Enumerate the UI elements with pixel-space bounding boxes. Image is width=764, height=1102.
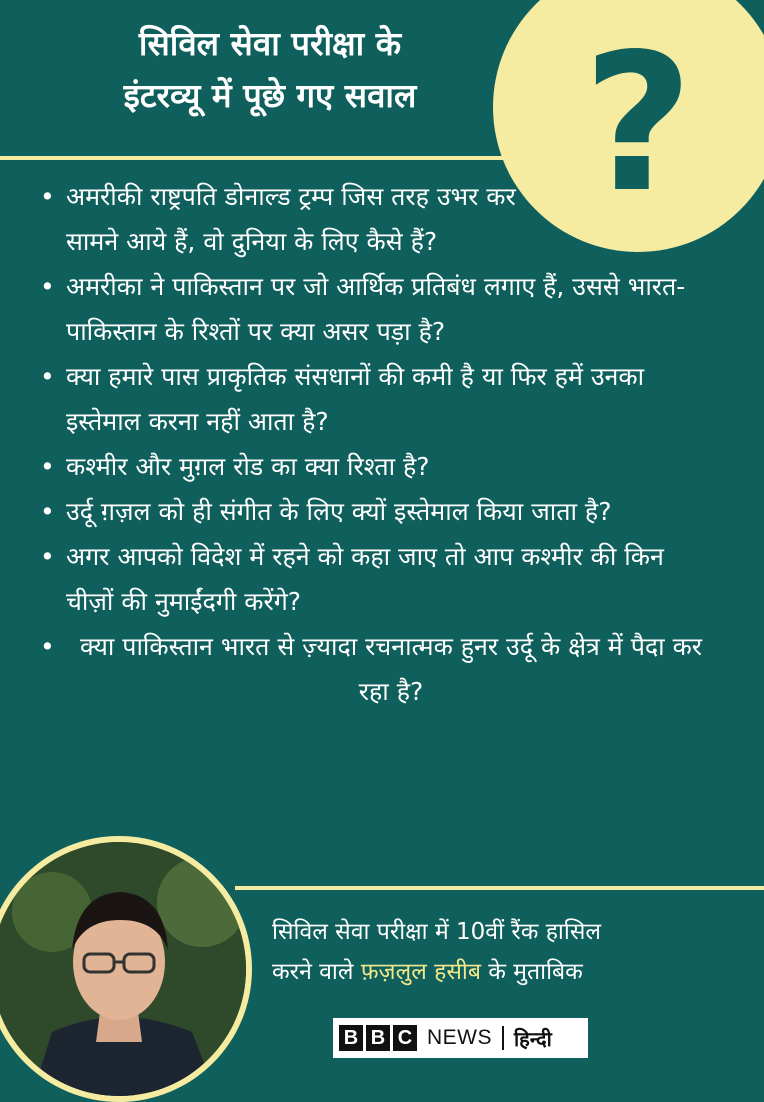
bbc-letter-b1: B (339, 1025, 363, 1051)
question-text-1: अमरीकी राष्ट्रपति डोनाल्ड ट्रम्प जिस तरह उभर कर सामने आये हैं, वो दुनिया के लिए कैसे हैं? (66, 182, 516, 256)
question-item-7 (34, 624, 714, 714)
question-text-4: कश्मीर और मुग़ल रोड का क्या रिश्ता है? (66, 452, 430, 481)
attribution-line-1: सिविल सेवा परीक्षा में 10वीं रैंक हासिल (272, 919, 601, 945)
question-item-1 (34, 174, 714, 264)
question-text-7: क्या पाकिस्तान भारत से ज़्यादा रचनात्मक हुनर उर्दू के क्षेत्र में पैदा कर रहा है? (79, 632, 703, 706)
candidate-name: फ़ज़लुल हसीब (360, 959, 481, 985)
logo-language-text: हिन्दी (514, 1026, 552, 1051)
attribution-prefix: करने वाले (272, 959, 354, 985)
bbc-news-hindi-logo (333, 1018, 588, 1058)
bottom-divider (235, 886, 764, 890)
bullet-icon: • (40, 452, 55, 481)
bullet-icon: • (40, 632, 55, 661)
logo-news-text: NEWS (427, 1026, 492, 1049)
attribution-line-2 (272, 952, 742, 992)
question-item-6 (34, 534, 714, 624)
page-title (40, 18, 500, 122)
question-text-6: अगर आपको विदेश में रहने को कहा जाए तो आप कश्मीर की किन चीज़ों की नुमाईंदगी करेंगे? (66, 542, 664, 616)
bullet-icon: • (40, 362, 55, 391)
logo-separator (502, 1026, 504, 1050)
question-item-5 (34, 489, 714, 534)
title-line-1: सिविल सेवा परीक्षा के (138, 24, 402, 63)
top-divider (0, 156, 540, 160)
portrait-photo (0, 836, 252, 1102)
bullet-icon: • (40, 497, 55, 526)
question-item-4 (34, 444, 714, 489)
bullet-icon: • (40, 272, 55, 301)
person-silhouette-icon (0, 842, 246, 1096)
bullet-icon: • (40, 542, 55, 571)
attribution-text (272, 912, 742, 992)
bullet-icon: • (40, 182, 55, 211)
question-text-5: उर्दू ग़ज़ल को ही संगीत के लिए क्यों इस्तेमाल किया जाता है? (66, 497, 612, 526)
question-item-3 (34, 354, 714, 444)
question-text-3: क्या हमारे पास प्राकृतिक संसधानों की कमी है या फिर हमें उनका इस्तेमाल करना नहीं आता है? (66, 362, 645, 436)
question-item-2 (34, 264, 714, 354)
question-text-2: अमरीका ने पाकिस्तान पर जो आर्थिक प्रतिबंध लगाए हैं, उससे भारत-पाकिस्तान के रिश्तों पर क्या असर पड़ा है? (66, 272, 686, 346)
bbc-letter-c: C (393, 1025, 417, 1051)
portrait-image (0, 842, 246, 1096)
question-list (34, 174, 714, 714)
title-line-2: इंटरव्यू में पूछे गए सवाल (123, 76, 417, 115)
bbc-logo-boxes (339, 1025, 417, 1051)
bbc-letter-b2: B (366, 1025, 390, 1051)
question-mark-icon: ? (582, 13, 694, 234)
attribution-suffix: के मुताबिक (488, 959, 583, 985)
